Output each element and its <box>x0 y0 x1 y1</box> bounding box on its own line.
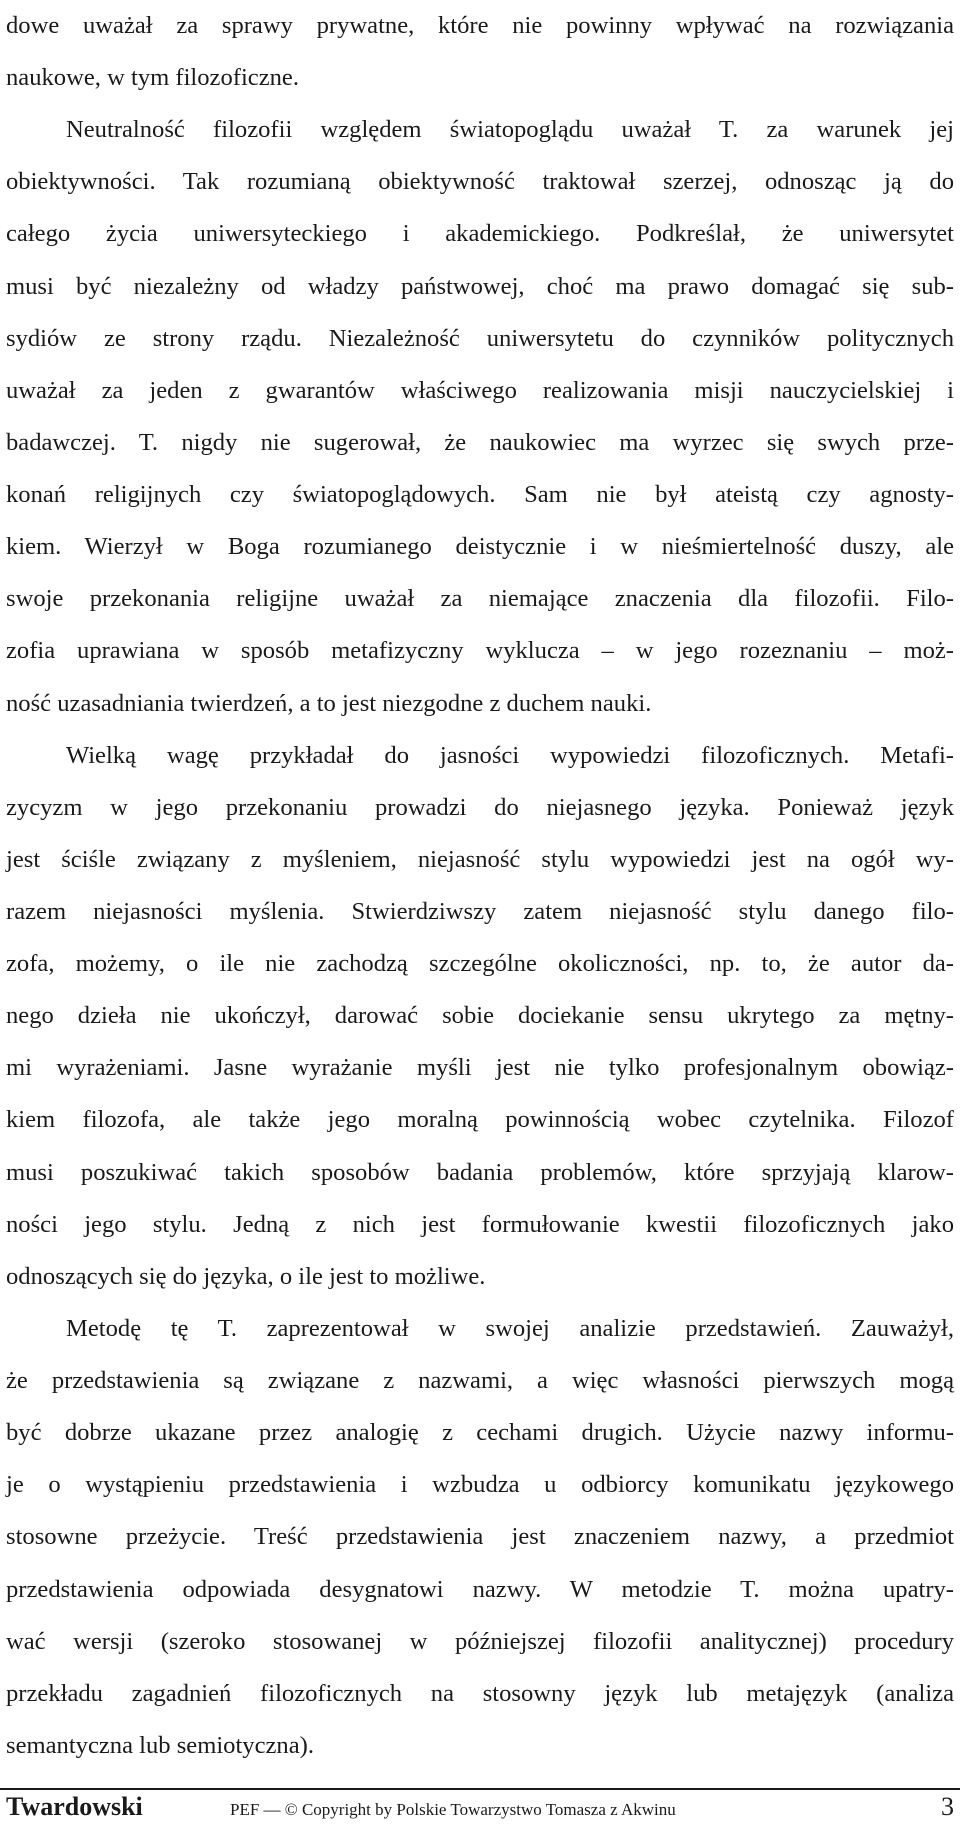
text-line: przedstawienia odpowiada desygnatowi nazwy. W metodzie T. można upatry- <box>6 1575 954 1603</box>
text-line: być dobrze ukazane przez analogię z cechami drugich. Użycie nazwy informu- <box>6 1419 954 1447</box>
text-line: naukowe, w tym filozoficzne. <box>6 64 299 92</box>
text-line: swoje przekonania religijne uważał za niemające znaczenia dla filozofii. Filo- <box>6 585 954 613</box>
footer-copyright: PEF — © Copyright by Polskie Towarzystwo Tomasza z Akwinu <box>230 1800 676 1819</box>
text-line: uważał za jeden z gwarantów właściwego realizowania misji nauczycielskiej i <box>6 376 954 404</box>
footer-divider <box>0 1788 960 1790</box>
footer-author: Twardowski <box>6 1792 143 1821</box>
text-line: semantyczna lub semiotyczna). <box>6 1731 314 1759</box>
text-line: badawczej. T. nigdy nie sugerował, że naukowiec ma wyrzec się swych prze- <box>6 428 954 456</box>
text-line: zycyzm w jego przekonaniu prowadzi do niejasnego języka. Ponieważ język <box>6 793 954 821</box>
text-line: jest ściśle związany z myśleniem, niejasność stylu wypowiedzi jest na ogół wy- <box>6 845 954 873</box>
text-line: zofa, możemy, o ile nie zachodzą szczególne okoliczności, np. to, że autor da- <box>6 950 954 978</box>
text-line: całego życia uniwersyteckiego i akademickiego. Podkreślał, że uniwersytet <box>6 220 954 248</box>
text-line: zofia uprawiana w sposób metafizyczny wyklucza – w jego rozeznaniu – moż- <box>6 637 954 665</box>
text-line: Neutralność filozofii względem światopoglądu uważał T. za warunek jej <box>66 116 954 144</box>
text-line: Wielką wagę przykładał do jasności wypowiedzi filozoficznych. Metafi- <box>66 741 954 769</box>
text-line: musi poszukiwać takich sposobów badania problemów, które sprzyjają klarow- <box>6 1158 954 1186</box>
text-line: sydiów ze strony rządu. Niezależność uniwersytetu do czynników politycznych <box>6 324 954 352</box>
text-line: przekładu zagadnień filozoficznych na stosowny język lub metajęzyk (analiza <box>6 1679 954 1707</box>
text-line: stosowne przeżycie. Treść przedstawienia jest znaczeniem nazwy, a przedmiot <box>6 1523 954 1551</box>
text-line: je o wystąpieniu przedstawienia i wzbudza u odbiorcy komunikatu językowego <box>6 1471 954 1499</box>
text-line: ności jego stylu. Jedną z nich jest formułowanie kwestii filozoficznych jako <box>6 1210 954 1238</box>
text-line: konań religijnych czy światopoglądowych. Sam nie był ateistą czy agnosty- <box>6 481 954 509</box>
page-footer <box>0 1788 960 1824</box>
text-line: dowe uważał za sprawy prywatne, które nie powinny wpływać na rozwiązania <box>6 12 954 39</box>
text-line: kiem. Wierzył w Boga rozumianego deistycznie i w nieśmiertelność duszy, ale <box>6 533 954 561</box>
text-line: Metodę tę T. zaprezentował w swojej analizie przedstawień. Zauważył, <box>66 1314 954 1342</box>
text-line: musi być niezależny od władzy państwowej, choć ma prawo domagać się sub- <box>6 272 954 300</box>
text-line: nego dzieła nie ukończył, darować sobie dociekanie sensu ukrytego za mętny- <box>6 1002 954 1030</box>
text-line: mi wyrażeniami. Jasne wyrażanie myśli jest nie tylko profesjonalnym obowiąz- <box>6 1054 954 1082</box>
text-line: odnoszących się do języka, o ile jest to możliwe. <box>6 1262 486 1290</box>
text-line: kiem filozofa, ale także jego moralną powinnością wobec czytelnika. Filozof <box>6 1106 954 1134</box>
text-line: że przedstawienia są związane z nazwami, a więc własności pierwszych mogą <box>6 1367 954 1395</box>
text-line: wać wersji (szeroko stosowanej w późniejszej filozofii analitycznej) procedury <box>6 1627 954 1655</box>
text-line: obiektywności. Tak rozumianą obiektywność traktował szerzej, odnosząc ją do <box>6 168 954 196</box>
page-number: 3 <box>941 1792 954 1821</box>
text-line: ność uzasadniania twierdzeń, a to jest niezgodne z duchem nauki. <box>6 689 652 717</box>
text-line: razem niejasności myślenia. Stwierdziwszy zatem niejasność stylu danego filo- <box>6 898 954 925</box>
